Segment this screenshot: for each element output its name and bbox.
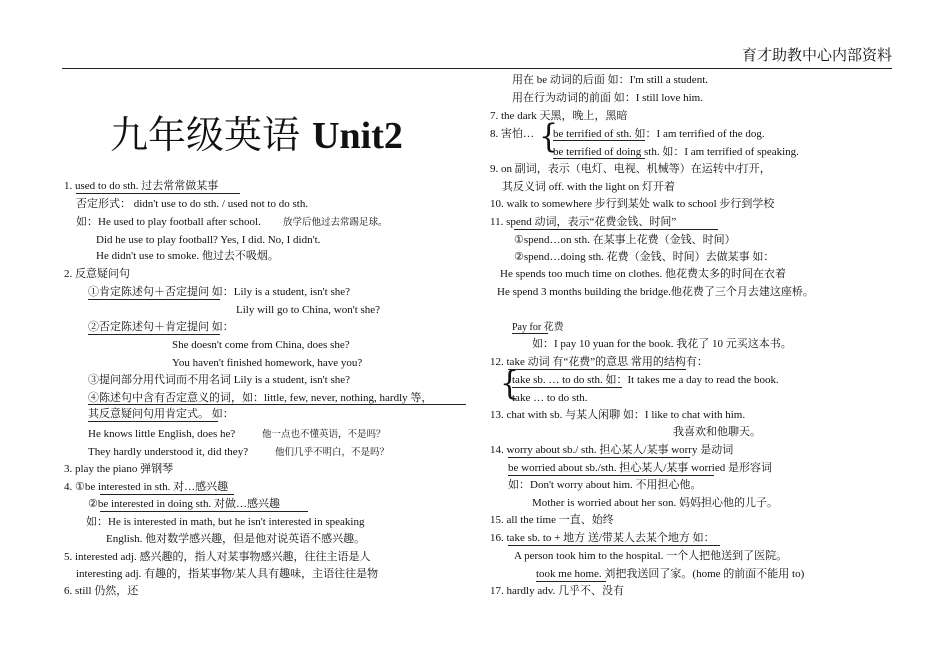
right-item-24: Mother is worried about her son. 妈妈担心他的儿子。 xyxy=(532,497,778,509)
left-item-8: Lily will go to China, won't she? xyxy=(236,304,381,316)
right-item-26: 16. take sb. to + 地方 送/带某人去某个地方 如： xyxy=(490,532,715,544)
underline-14 xyxy=(508,457,690,458)
underline-2 xyxy=(88,299,220,300)
right-item-4b: be terrified of sth. 如：I am terrified of the dog. xyxy=(553,128,765,140)
right-item-1: 用在 be 动词的后面 如：I'm still a student. xyxy=(512,74,708,86)
left-item-17: 3. play the piano 弹钢琴 xyxy=(64,463,174,475)
left-item-18: 4. ①be interested in sth. 对…感兴趣 xyxy=(64,481,229,493)
left-item-13: ④陈述句中含有否定意义的词，如：little, few, never, nothing, hardly 等， xyxy=(88,392,433,404)
left-item-3b: 放学后他过去常踢足球。 xyxy=(283,218,388,228)
right-item-2: 用在行为动词的前面 如：I still love him. xyxy=(512,92,703,104)
left-item-16a: They hardly understood it, did they? xyxy=(88,446,249,458)
header-rule xyxy=(62,68,892,69)
right-item-15: 如：I pay 10 yuan for the book. 我花了 10 元买这本书。 xyxy=(532,338,792,350)
left-item-16b: 他们几乎不明白，不是吗？ xyxy=(275,448,390,458)
underline-16 xyxy=(508,545,720,546)
right-item-9: 11. spend 动词，表示“花费金钱、时间” xyxy=(490,216,677,228)
right-item-3: 7. the dark 天黑，晚上，黑暗 xyxy=(490,110,628,122)
right-item-27: A person took him to the hospital. 一个人把他送到了医院。 xyxy=(514,550,788,562)
left-item-20: 如：He is interested in math, but he isn't interested in speaking xyxy=(86,516,365,528)
left-item-10: She doesn't come from China, does she? xyxy=(172,339,350,351)
right-item-14: Pay for 花费 xyxy=(512,322,564,333)
right-item-12: He spends too much time on clothes. 他花费太多的时间在衣着 xyxy=(500,268,786,280)
left-item-12: ③提问部分用代词而不用名词 Lily is a student, isn't she? xyxy=(88,374,350,386)
left-item-15a: He knows little English, does he? xyxy=(88,428,236,440)
page-title xyxy=(110,104,403,159)
underline-9 xyxy=(553,158,645,159)
left-item-2: 否定形式： didn't use to do sth. / used not to do sth. xyxy=(76,198,309,210)
underline-5 xyxy=(88,421,218,422)
underline-8 xyxy=(553,140,645,141)
right-item-29: 17. hardly adv. 几乎不、没有 xyxy=(490,585,625,597)
underline-17 xyxy=(536,581,606,582)
underline-7 xyxy=(100,511,308,512)
right-item-28: took me home. 刘把我送回了家。(home 的前面不能用 to) xyxy=(536,568,805,580)
right-item-5: be terrified of doing sth. 如：I am terrified of speaking. xyxy=(553,146,799,158)
title-unit: Unit2 xyxy=(312,115,403,157)
underline-13 xyxy=(512,387,622,388)
left-item-11: You haven't finished homework, have you? xyxy=(172,357,363,369)
right-item-7: 其反义词 off. with the light on 灯开着 xyxy=(502,181,676,193)
underline-1 xyxy=(76,193,240,194)
header-note: 育才助教中心内部资料 xyxy=(741,46,892,64)
underline-10 xyxy=(514,229,718,230)
right-item-6: 9. on 副词，表示（电灯、电视、机械等）在运转中/打开， xyxy=(490,163,771,175)
left-item-3a: 如：He used to play football after school. xyxy=(76,216,261,228)
right-item-18: take … to do sth. xyxy=(512,392,588,404)
title-cn: 九年级英语 xyxy=(110,113,301,157)
brace-1: { xyxy=(539,117,559,156)
right-item-19: 13. chat with sb. 与某人闲聊 如：I like to chat with him. xyxy=(490,409,746,421)
left-item-1: 1. used to do sth. 过去常常做某事 xyxy=(64,180,219,192)
underline-12 xyxy=(508,369,686,370)
left-item-9: ②否定陈述句＋肯定提问 如： xyxy=(88,321,234,333)
right-item-13: He spend 3 months building the bridge.他花费了三个月去建这座桥。 xyxy=(497,286,814,298)
left-item-23: interesting adj. 有趣的，指某事物/某人具有趣味，主语往往是物 xyxy=(76,568,379,580)
right-item-4: 8. 害怕… xyxy=(490,128,534,140)
left-item-6: 2. 反意疑问句 xyxy=(64,268,130,280)
right-item-23: 如：Don't worry about him. 不用担心他。 xyxy=(508,479,702,491)
brace-2: { xyxy=(500,364,520,403)
right-item-22: be worried about sb./sth. 担心某人/某事 worried 是形容词 xyxy=(508,462,772,474)
underline-11 xyxy=(512,333,548,334)
right-item-10: ①spend…on sth. 在某事上花费（金钱、时间） xyxy=(514,234,736,246)
right-item-16: 12. take 动词 有“花费”的意思 常用的结构有： xyxy=(490,356,708,368)
left-item-15b: 他一点也不懂英语，不是吗？ xyxy=(262,430,386,440)
underline-4 xyxy=(88,404,466,405)
underline-15 xyxy=(508,475,714,476)
left-item-5: He didn't use to smoke. 他过去不吸烟。 xyxy=(96,250,279,262)
left-item-7: ①肯定陈述句＋否定提问 如：Lily is a student, isn't she? xyxy=(88,286,350,298)
right-item-20: 我喜欢和他聊天。 xyxy=(673,426,761,438)
underline-6 xyxy=(100,494,234,495)
underline-3 xyxy=(88,334,220,335)
left-item-22: 5. interested adj. 感兴趣的，指人对某事物感兴趣，往往主语是人 xyxy=(64,551,371,563)
right-item-11: ②spend…doing sth. 花费（金钱、时间）去做某事 如： xyxy=(514,251,775,263)
right-item-8: 10. walk to somewhere 步行到某处 walk to school 步行到学校 xyxy=(490,198,775,210)
right-item-25: 15. all the time 一直、始终 xyxy=(490,514,614,526)
right-item-17: take sb. … to do sth. 如：It takes me a day to read the book. xyxy=(512,374,779,386)
left-item-4: Did he use to play football? Yes, I did. No, I didn't. xyxy=(96,234,321,246)
left-item-24: 6. still 仍然，还 xyxy=(64,585,139,597)
left-item-19: ②be interested in doing sth. 对做…感兴趣 xyxy=(88,498,280,510)
right-item-21: 14. worry about sb./ sth. 担心某人/某事 worry 是动词 xyxy=(490,444,734,456)
left-item-14: 其反意疑问句用肯定式。 如： xyxy=(88,408,234,420)
left-item-21: English. 他对数学感兴趣，但是他对说英语不感兴趣。 xyxy=(106,533,366,545)
